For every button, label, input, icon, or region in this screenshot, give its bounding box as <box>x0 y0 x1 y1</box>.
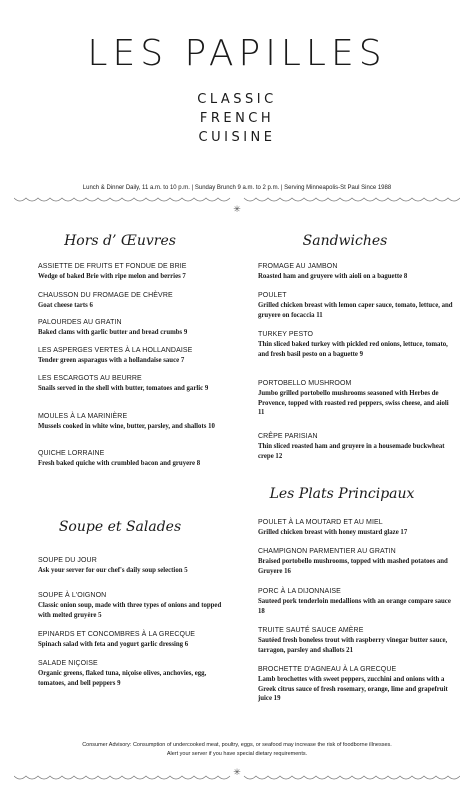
item-name: ASSIETTE DE FRUITS ET FONDUE DE BRIE <box>38 263 187 270</box>
item-desc: Sautéed fresh boneless trout with raspberry vinegar butter sauce, tarragon, parsley and shallots 21 <box>258 637 448 654</box>
item-name: POULET <box>258 292 287 299</box>
menu-item <box>38 262 233 282</box>
menu-item <box>38 291 233 311</box>
section-title-sandwiches: Sandwiches <box>302 233 388 249</box>
item-desc: Jumbo grilled portobello mushrooms seasoned with Herbes de Provence, topped with roasted red peppers, swiss cheese, and aioli 11 <box>258 390 449 416</box>
ornament-icon: ✳ <box>233 205 241 215</box>
menu-item <box>258 262 453 282</box>
item-desc: Sauteed pork tenderloin medallions with an orange compare sauce 18 <box>258 598 451 615</box>
top-scallop-divider <box>14 194 460 218</box>
bottom-scallop-divider <box>14 766 460 790</box>
section-title-soupe: Soupe et Salades <box>58 519 182 535</box>
advisory-line-1: Consumer Advisory: Consumption of undercooked meat, poultry, eggs, or seafood may increase the risk of foodborne illnesses. <box>82 742 392 748</box>
item-name: CRÊPE PARISIAN <box>258 433 318 440</box>
item-name: LES ESCARGOTS AU BEURRE <box>38 375 142 382</box>
item-name: QUICHE LORRAINE <box>38 450 105 457</box>
menu-item <box>258 330 453 359</box>
item-desc: Goat cheese tarts 6 <box>38 302 93 309</box>
item-desc: Classic onion soup, made with three types of onions and topped with melted gruyère 5 <box>38 602 222 619</box>
item-name: EPINARDS ET CONCOMBRES À LA GRECQUE <box>38 631 196 638</box>
menu-item <box>38 318 233 338</box>
menu-item <box>258 626 453 655</box>
item-desc: Mussels cooked in white wine, butter, parsley, and shallots 10 <box>38 423 215 430</box>
item-name: FROMAGE AU JAMBON <box>258 263 338 270</box>
menu-item <box>38 346 233 366</box>
subtitle-line-3: CUISINE <box>198 130 276 145</box>
hours-info: Lunch & Dinner Daily, 11 a.m. to 10 p.m. | Sunday Brunch 9 a.m. to 2 p.m. | Serving Minneapolis-St Paul Since 1988 <box>82 185 392 191</box>
restaurant-name: LES PAPILLES <box>87 33 387 74</box>
item-name: PORTOBELLO MUSHROOM <box>258 380 352 387</box>
section-title-hors: Hors d’ Œuvres <box>64 233 176 249</box>
item-desc: Thin sliced baked turkey with pickled red onions, lettuce, tomato, and fresh basil pesto on a baguette 9 <box>258 341 448 358</box>
item-desc: Spinach salad with feta and yogurt garlic dressing 6 <box>38 641 189 648</box>
item-desc: Thin sliced roasted ham and gruyere in a housemade buckwheat crepe 12 <box>258 443 445 460</box>
item-name: TRUITE SAUTÉ SAUCE AMÈRE <box>258 627 364 634</box>
item-name: CHAMPIGNON PARMENTIER AU GRATIN <box>258 548 396 555</box>
item-desc: Lamb brochettes with sweet peppers, zucchini and onions with a Greek citrus sauce of fresh rosemary, orange, lime and grapefruit juice 19 <box>258 676 448 702</box>
item-name: CHAUSSON DU FROMAGE DE CHÈVRE <box>38 292 173 299</box>
item-desc: Roasted ham and gruyere with aioli on a baguette 8 <box>258 273 408 280</box>
item-desc: Organic greens, flaked tuna, niçoise olives, anchovies, egg, tomatoes, and bell peppers 9 <box>38 670 207 687</box>
item-desc: Snails served in the shell with butter, tomatoes and garlic 9 <box>38 385 209 392</box>
item-name: BROCHETTE D'AGNEAU À LA GRECQUE <box>258 666 397 673</box>
item-name: PALOURDES AU GRATIN <box>38 319 122 326</box>
item-name: SALADE NIÇOISE <box>38 660 98 667</box>
item-name: MOULES À LA MARINIÈRE <box>38 413 128 420</box>
menu-item <box>258 665 453 704</box>
menu-item <box>38 556 233 576</box>
item-name: PORC À LA DIJONNAISE <box>258 588 341 595</box>
menu-item <box>258 587 453 616</box>
item-desc: Baked clams with garlic butter and bread crumbs 9 <box>38 329 188 336</box>
menu-item <box>38 630 233 650</box>
item-desc: Grilled chicken breast with lemon caper sauce, tomato, lettuce, and gruyere on focaccia 11 <box>258 302 453 319</box>
menu-item <box>258 547 453 576</box>
menu-item <box>38 591 233 620</box>
section-title-plats: Les Plats Principaux <box>269 486 415 502</box>
subtitle-line-2: FRENCH <box>199 111 275 126</box>
advisory-line-2: Alert your server if you have special dietary requirements. <box>166 751 308 757</box>
item-name: TURKEY PESTO <box>258 331 314 338</box>
item-desc: Braised portobello mushrooms, topped with mashed potatoes and Gruyere 16 <box>258 558 448 575</box>
menu-item <box>258 432 453 461</box>
item-desc: Fresh baked quiche with crumbled bacon and gruyere 8 <box>38 460 201 467</box>
menu-item <box>38 449 233 469</box>
item-desc: Wedge of baked Brie with ripe melon and berries 7 <box>38 273 186 280</box>
menu-item <box>258 291 453 320</box>
item-name: SOUPE DU JOUR <box>38 557 97 564</box>
menu-item <box>38 412 233 432</box>
item-name: POULET À LA MOUTARD ET AU MIEL <box>258 519 383 526</box>
item-desc: Tender green asparagus with a hollandaise sauce 7 <box>38 357 185 364</box>
menu-item <box>38 659 233 688</box>
item-desc: Ask your server for our chef's daily soup selection 5 <box>38 567 188 574</box>
ornament-icon: ✳ <box>233 768 241 778</box>
menu-item <box>38 374 233 394</box>
menu-item <box>258 379 453 418</box>
item-desc: Grilled chicken breast with honey mustard glaze 17 <box>258 529 408 536</box>
item-name: LES ASPERGES VERTES À LA HOLLANDAISE <box>38 347 193 354</box>
item-name: SOUPE À L'OIGNON <box>38 592 107 599</box>
consumer-advisory <box>0 741 474 759</box>
subtitle-line-1: CLASSIC <box>197 92 277 107</box>
menu-item <box>258 518 453 538</box>
